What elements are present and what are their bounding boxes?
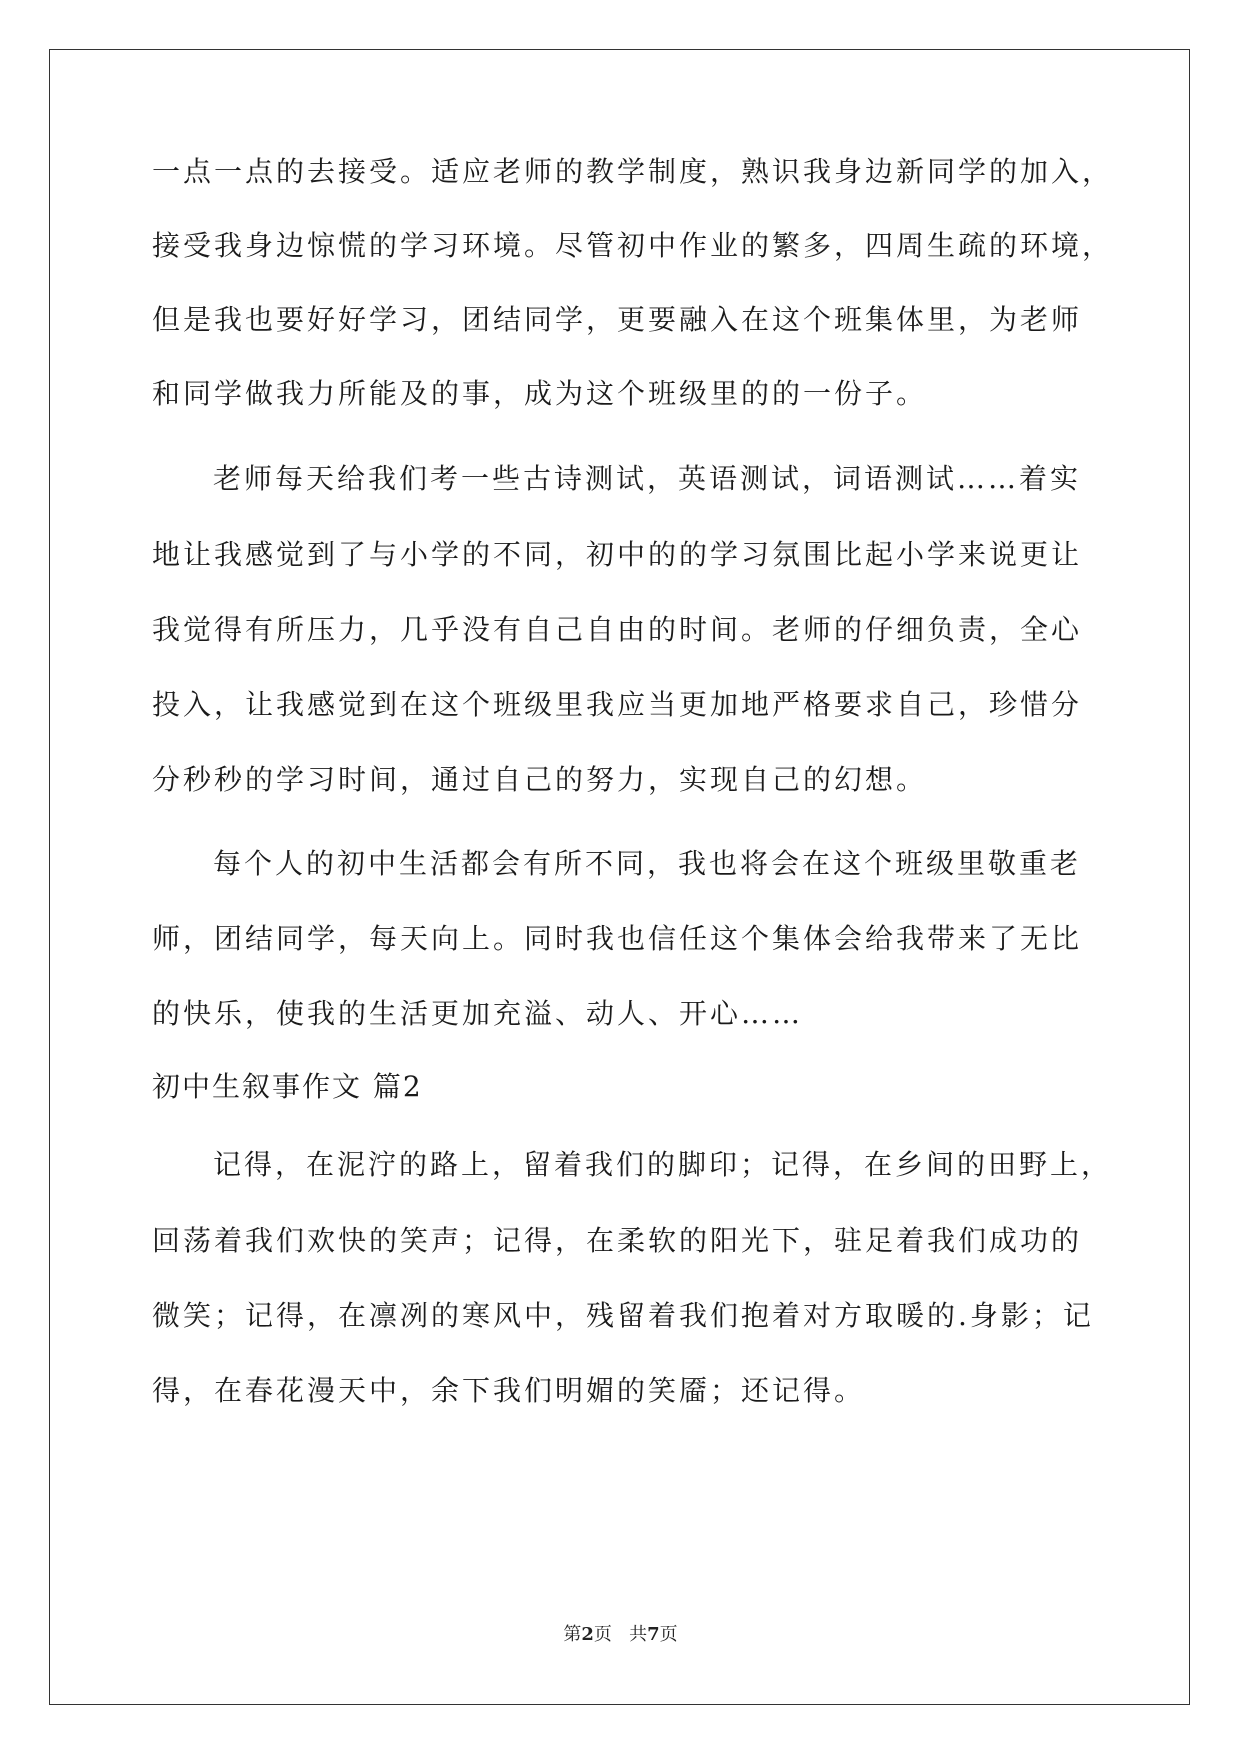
paragraph-1-line-4: 和同学做我力所能及的事，成为这个班级里的的一份子。 xyxy=(152,377,928,410)
total-pages: 7 xyxy=(647,1624,660,1645)
paragraph-3-line-3: 的快乐，使我的生活更加充溢、动人、开心…… xyxy=(152,997,804,1030)
paragraph-2-line-5: 分秒秒的学习时间，通过自己的努力，实现自己的幻想。 xyxy=(152,763,928,796)
paragraph-2-line-2: 地让我感觉到了与小学的不同，初中的的学习氛围比起小学来说更让 xyxy=(152,538,1083,571)
paragraph-2-line-3: 我觉得有所压力，几乎没有自己自由的时间。老师的仔细负责，全心 xyxy=(152,613,1083,646)
paragraph-2-line-1: 老师每天给我们考一些古诗测试，英语测试，词语测试……着实 xyxy=(213,462,1082,495)
total-suffix: 页 xyxy=(659,1624,678,1645)
paragraph-4-line-4: 得，在春花漫天中，余下我们明媚的笑靥；还记得。 xyxy=(152,1374,866,1407)
paragraph-4-line-2: 回荡着我们欢快的笑声；记得，在柔软的阳光下，驻足着我们成功的 xyxy=(152,1224,1083,1257)
paragraph-1-line-2: 接受我身边惊慌的学习环境。尽管初中作业的繁多，四周生疏的环境， xyxy=(152,229,1114,262)
page-prefix: 第 xyxy=(563,1624,582,1645)
paragraph-1-line-1: 一点一点的去接受。适应老师的教学制度，熟识我身边新同学的加入， xyxy=(152,155,1114,188)
page-suffix: 页 xyxy=(593,1624,612,1645)
total-prefix: 共 xyxy=(629,1624,648,1645)
paragraph-4-line-1: 记得，在泥泞的路上，留着我们的脚印；记得，在乡间的田野上， xyxy=(213,1148,1113,1181)
paragraph-3-line-2: 师，团结同学，每天向上。同时我也信任这个集体会给我带来了无比 xyxy=(152,922,1083,955)
section-heading: 初中生叙事作文 篇2 xyxy=(152,1070,423,1103)
paragraph-4-line-3: 微笑；记得，在凛冽的寒风中，残留着我们抱着对方取暖的.身影；记 xyxy=(152,1299,1094,1332)
paragraph-2-line-4: 投入，让我感觉到在这个班级里我应当更加地严格要求自己，珍惜分 xyxy=(152,688,1083,721)
page-number: 2 xyxy=(581,1624,594,1645)
page-footer xyxy=(0,1620,1241,1646)
paragraph-1-line-3: 但是我也要好好学习，团结同学，更要融入在这个班集体里，为老师 xyxy=(152,303,1083,336)
paragraph-3-line-1: 每个人的初中生活都会有所不同，我也将会在这个班级里敬重老 xyxy=(213,847,1082,880)
